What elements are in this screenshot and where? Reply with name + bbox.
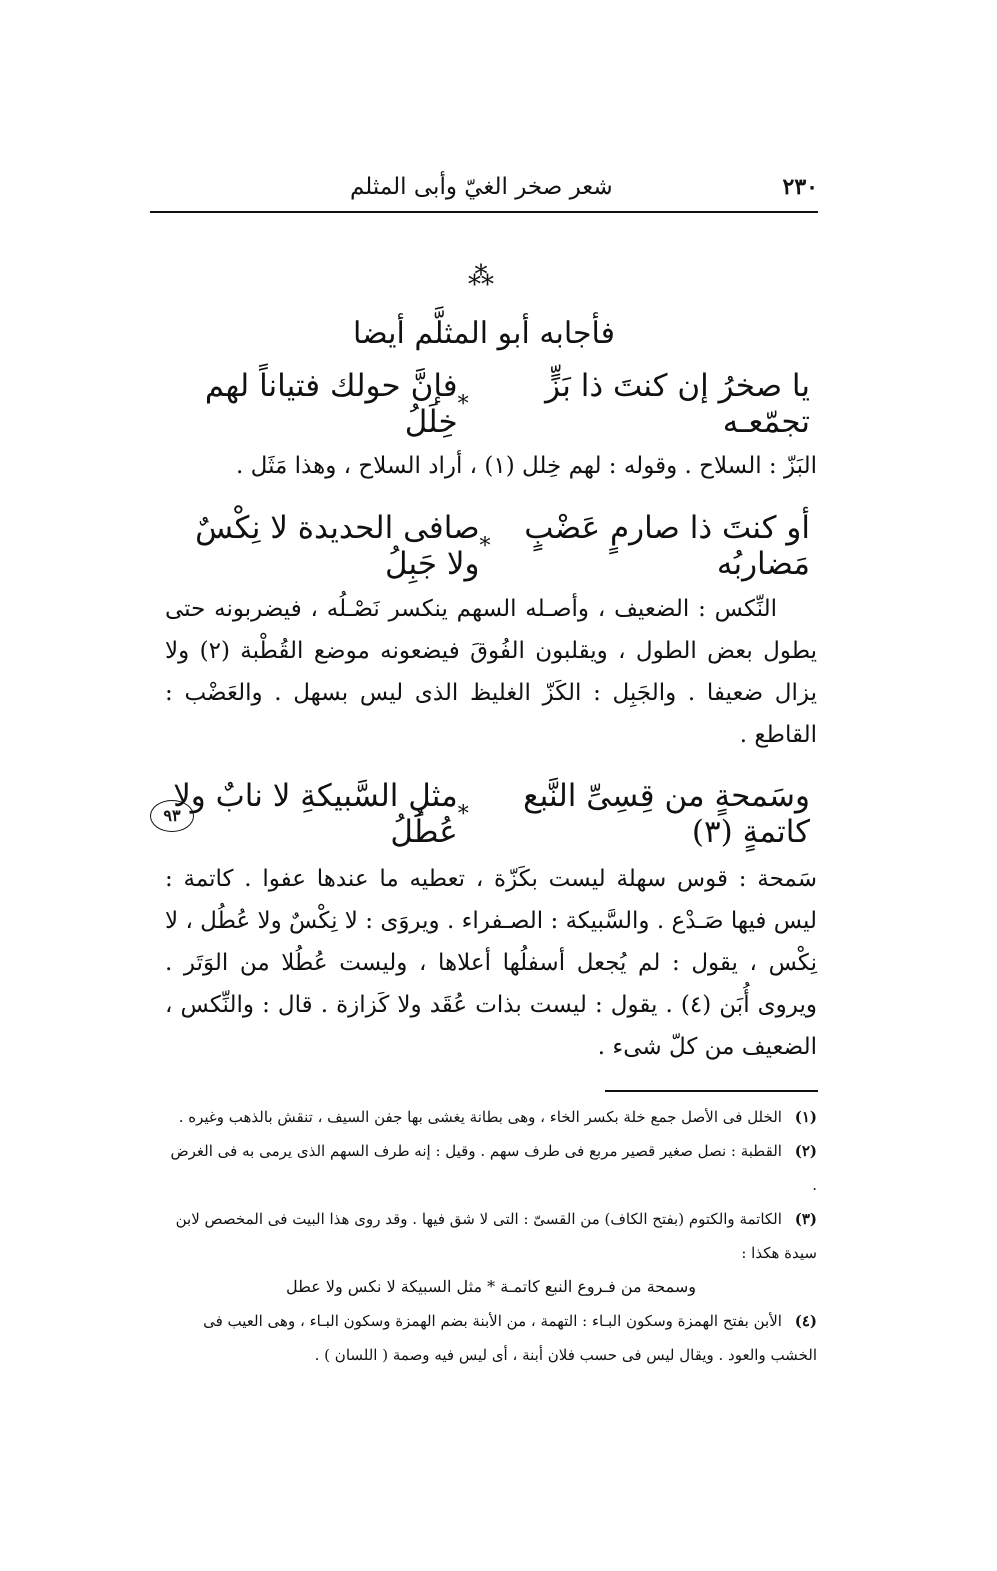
footnote-text: الأبن بفتح الهمزة وسكون البـاء : التهمة ، من الأبنة بضم الهمزة وسكون البـاء ، وهى العيب فى الخشب والعود . ويقال ليس فى حسب فلان أبنة ، أى ليس فيه وصمة ( اللسان ) . [203, 1312, 817, 1364]
verse-1-left: فإنَّ حولك فتياناً لهم خِلَلُ [204, 368, 458, 440]
footnote-verse-text: وسمحة من فـروع النبع كاتمـة * مثل السبيكة لا نكس ولا عطل [285, 1277, 696, 1296]
footnotes [165, 1100, 817, 1372]
verse-1-right: يا صخرُ إن كنتَ ذا بَزٍّ تجمّعـه [545, 368, 810, 440]
page-header [150, 172, 818, 212]
verse-3-left: مثلِ السَّبيكةِ لا نابٌ ولا عُطُلُ [173, 778, 458, 850]
verse-1-separator: * [457, 391, 469, 417]
verse-3-right: وسَمحةٍ من قِسِىِّ النَّبع كاتمةٍ (٣) [523, 778, 810, 850]
footnote-text: الكاتمة والكتوم (بفتح الكاف) من القسىّ : التى لا شق فيها . وقد روى هذا البيت فى المخصص لابن سيدة هكذا : [175, 1210, 817, 1262]
footnote-number: (٤) [794, 1312, 817, 1330]
verse-2-right: أو كنتَ ذا صارمٍ عَضْبٍ مَضاربُه [524, 510, 810, 582]
footnote-number: (١) [794, 1108, 817, 1126]
footnote-text: القطبة : نصل صغير قصير مربع فى طرف سهم . وقيل : إنه طرف السهم الذى يرمى به فى الغرض . [170, 1142, 817, 1194]
verse-2-separator: * [479, 533, 491, 559]
gloss-2: النِّكس : الضعيف ، وأصـله السهم ينكسر نَصْـلُه ، فيضربونه حتى يطول بعض الطول ، ويقلبون الفُوقَ فيضعونه موضع القُطْبة (٢) ولا يزال ضعيفا . والجَبِل : الكَزّ الغليظ الذى ليس بسهل . والعَضْب : القاطع . [165, 596, 817, 748]
verse-line-3 [160, 778, 810, 850]
verse-2-left: صافى الحديدة لا نِكْسٌ ولا جَبِلُ [195, 510, 480, 582]
footnote-number: (٢) [794, 1142, 817, 1160]
footnote-text: الخلل فى الأصل جمع خلة بكسر الخاء ، وهى بطانة يغشى بها جفن السيف ، تنقش بالذهب وغيره . [178, 1108, 782, 1126]
footnote-number: (٣) [794, 1210, 817, 1228]
footnote-2 [165, 1134, 817, 1202]
gloss-1: البَزّ : السلاح . وقوله : لهم خِلل (١) ، أراد السلاح ، وهذا مَثَل . [236, 453, 817, 479]
verse-line-1 [160, 368, 810, 440]
gloss-3: سَمحة : قوس سهلة ليست بكَزّة ، تعطيه ما عندها عفوا . كاتمة : ليس فيها صَـدْع . والسَّبيكة : الصـفراء . ويروَى : لا نِكْسٌ ولا عُطُل ، لا نِكْس ، يقول : لم يُجعل أسفلُها أعلاها ، وليست عُطُلا من الوَتَر . ويروى أُبَن (٤) . يقول : ليست بذات عُقَد ولا كَزازة . قال : والنِّكس ، الضعيف من كلّ شىء . [165, 866, 817, 1060]
footnote-4 [165, 1304, 817, 1372]
page-number: ٢٣٠ [782, 174, 818, 200]
verse-3-separator: * [457, 801, 469, 827]
verse-line-2 [160, 510, 810, 582]
footnote-quoted-verse [165, 1270, 817, 1304]
footnote-3 [165, 1202, 817, 1270]
ornament-glyph: ⁂ [468, 262, 494, 292]
running-head: شعر صخر الغيّ وأبى المثلم [350, 174, 613, 200]
footnote-rule [605, 1090, 818, 1092]
margin-page-marker: ٩٣ [150, 800, 194, 832]
header-rule [150, 211, 818, 213]
footnote-1 [165, 1100, 817, 1134]
ornament-asterism [460, 262, 500, 300]
section-heading: فأجابه أبو المثلَّم أيضا [352, 316, 615, 351]
